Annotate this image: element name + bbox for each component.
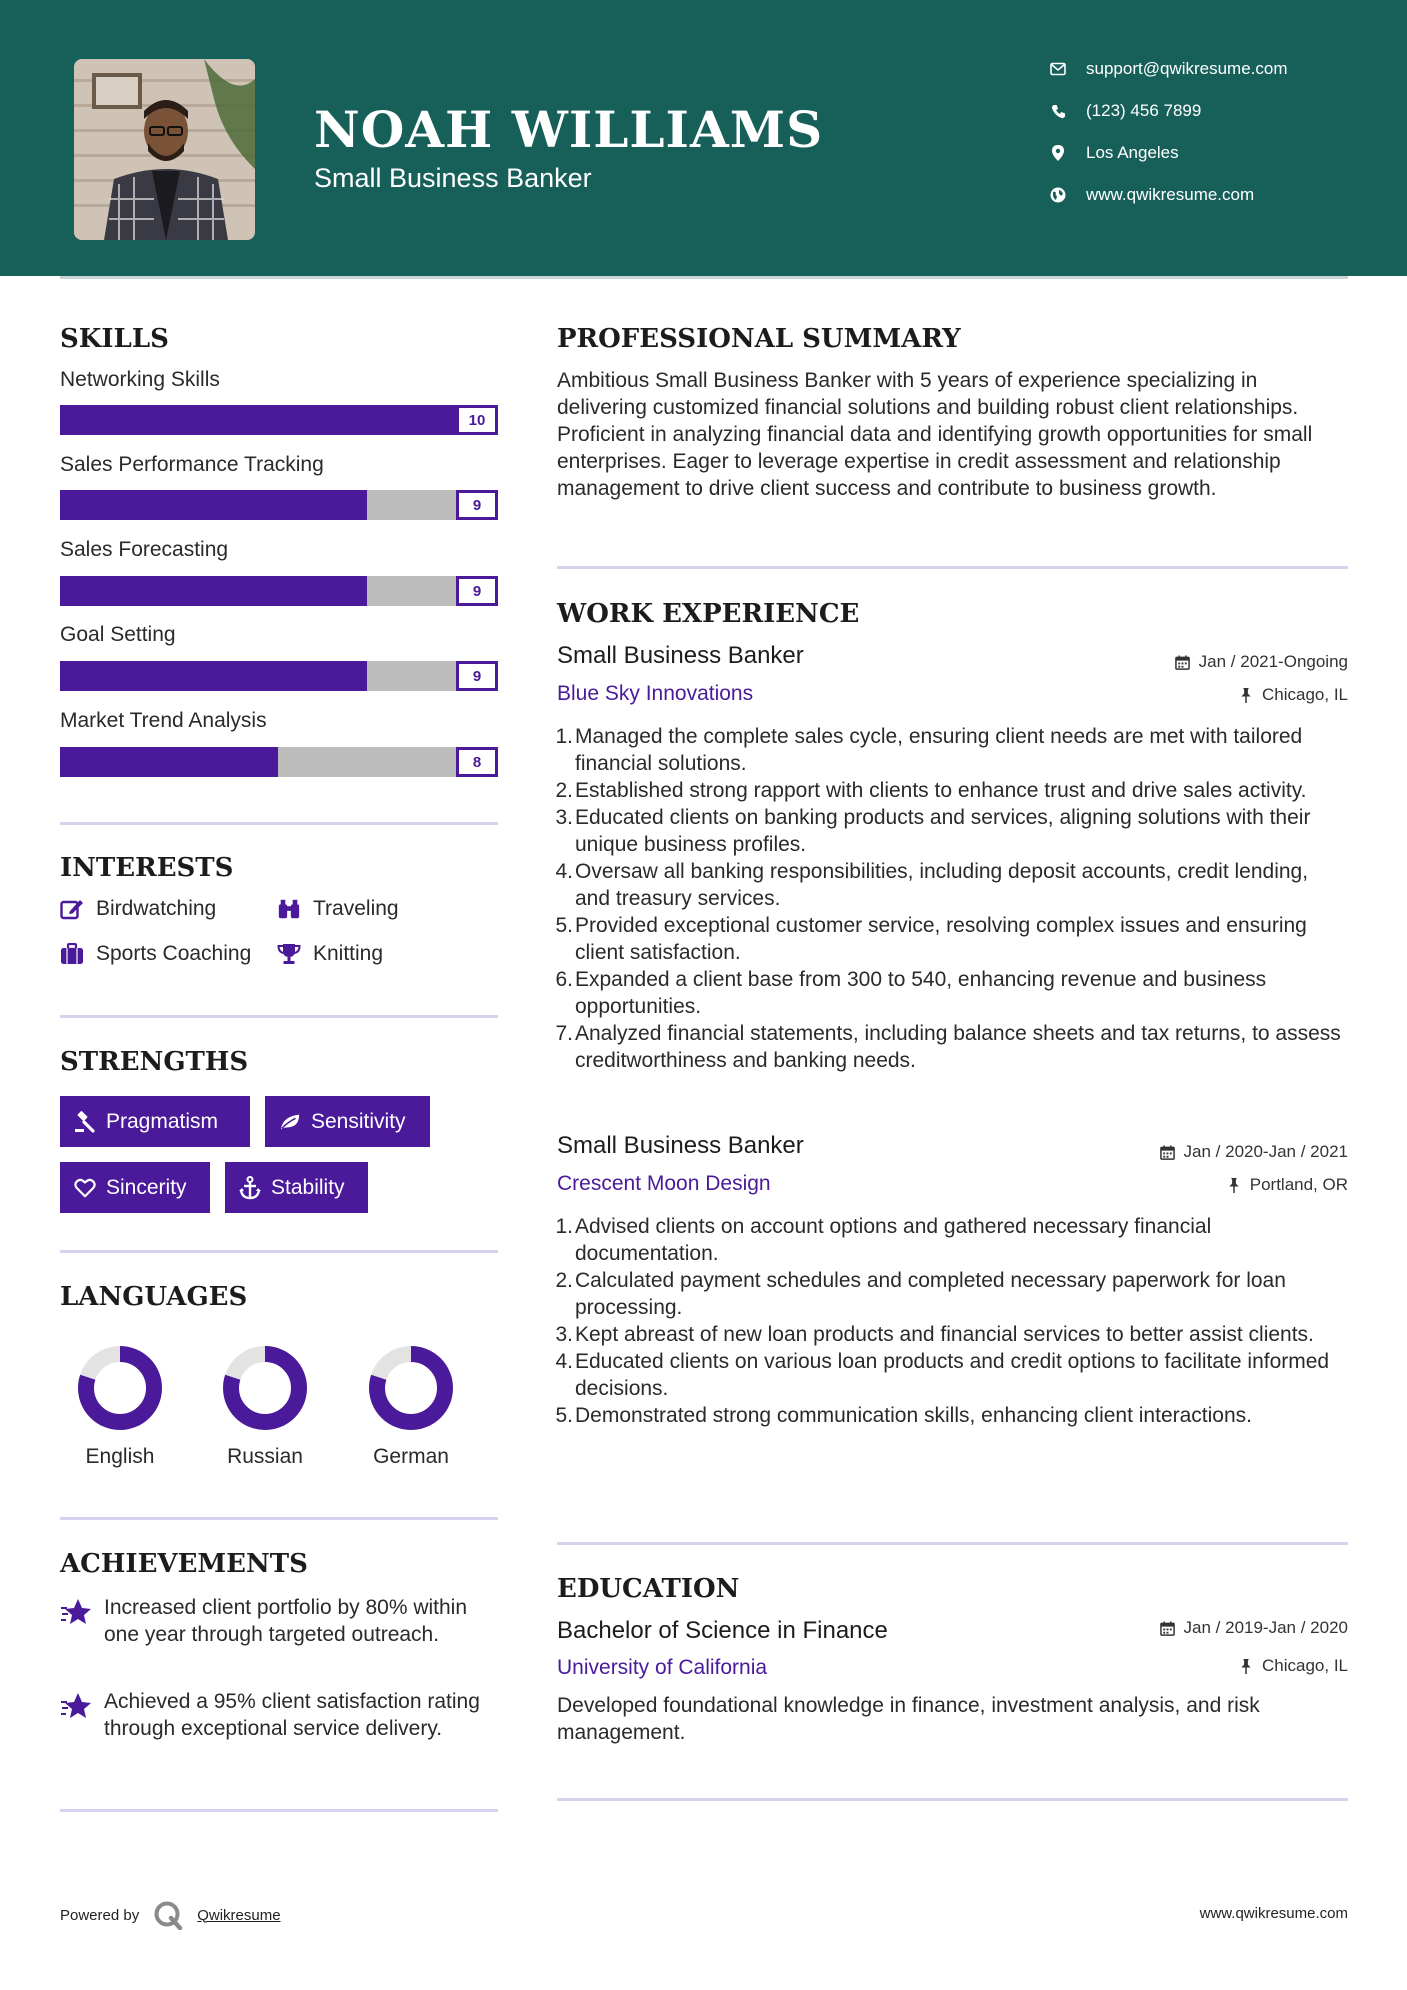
achievement-item [60, 1594, 500, 1648]
job-location-text: Chicago, IL [1262, 685, 1348, 704]
skill-bar [60, 661, 498, 691]
duty-item: 6. Expanded a client base from 300 to 540, enhancing revenue and business opportunities. [555, 968, 1267, 1018]
skill-bar-fill [60, 661, 367, 691]
calendar-icon [1160, 1620, 1176, 1636]
section-divider [557, 1542, 1348, 1545]
star-icon [60, 1596, 92, 1628]
duty-item: 1. Advised clients on account options and gathered necessary financial documentation. [555, 1215, 1212, 1265]
duty-item: 7. Analyzed financial statements, including balance sheets and tax returns, to assess creditworthiness and banking needs. [555, 1022, 1341, 1072]
contact-website[interactable] [1050, 183, 1254, 207]
skill-bar-fill [60, 405, 498, 435]
profile-photo [74, 59, 255, 240]
envelope-icon [1050, 61, 1066, 77]
skill-name: Networking Skills [60, 368, 220, 391]
skill-score: 9 [456, 576, 498, 606]
strength-badge [225, 1162, 368, 1213]
duty-text: Educated clients on various loan products and credit options to facilitate informed decisions. [575, 1350, 1330, 1400]
duty-text: Kept abreast of new loan products and financial services to better assist clients. [575, 1323, 1314, 1346]
heart-icon [74, 1177, 96, 1199]
candidate-name: NOAH WILLIAMS [314, 100, 824, 159]
interest-item [60, 942, 251, 966]
duty-text: Educated clients on banking products and services, aligning solutions with their unique business profiles. [575, 806, 1311, 856]
section-divider [60, 1809, 498, 1812]
contact-location [1050, 141, 1179, 165]
job-location [1238, 685, 1348, 705]
education-dates [1160, 1618, 1348, 1638]
language-item [210, 1343, 320, 1469]
interest-item [277, 942, 383, 966]
job-duties-list [555, 723, 1345, 1074]
interest-item [60, 897, 216, 921]
pushpin-icon [1238, 1658, 1254, 1674]
language-label: German [373, 1445, 449, 1468]
interests-heading: INTERESTS [60, 853, 234, 883]
job-location-text: Portland, OR [1249, 1175, 1348, 1194]
contact-website-text: www.qwikresume.com [1086, 185, 1255, 204]
education-location-text: Chicago, IL [1262, 1656, 1348, 1675]
calendar-icon [1175, 654, 1191, 670]
job-title: Small Business Banker [557, 1132, 804, 1159]
language-item [356, 1343, 466, 1469]
skill-score: 10 [456, 405, 498, 435]
strength-label: Sensitivity [311, 1109, 406, 1133]
degree-title: Bachelor of Science in Finance [557, 1617, 888, 1644]
header-divider [60, 276, 1348, 279]
achievement-item [60, 1688, 500, 1742]
duty-text: Expanded a client base from 300 to 540, enhancing revenue and business opportunities. [575, 968, 1267, 1018]
job-dates [1160, 1142, 1348, 1162]
section-divider [60, 822, 498, 825]
skill-name: Goal Setting [60, 623, 176, 646]
footer-powered-by [60, 1900, 281, 1930]
interest-item [277, 897, 399, 921]
education-dates-text: Jan / 2019-Jan / 2020 [1183, 1618, 1348, 1637]
section-divider [60, 1517, 498, 1520]
candidate-role: Small Business Banker [314, 163, 592, 193]
language-donut [366, 1343, 456, 1433]
skill-score: 9 [456, 490, 498, 520]
strength-label: Stability [271, 1175, 345, 1199]
contact-phone[interactable] [1050, 99, 1201, 123]
skill-name: Sales Forecasting [60, 538, 229, 561]
skill-bar [60, 405, 498, 435]
strength-badge [60, 1096, 250, 1147]
duty-item: 3. Kept abreast of new loan products and financial services to better assist clients. [555, 1323, 1314, 1346]
company-name: Blue Sky Innovations [557, 682, 754, 705]
pushpin-icon [1238, 687, 1254, 703]
strength-label: Sincerity [106, 1175, 187, 1199]
strength-badge [60, 1162, 210, 1213]
section-divider [557, 1798, 1348, 1801]
footer-website[interactable]: www.qwikresume.com [1199, 1905, 1348, 1922]
section-divider [60, 1250, 498, 1253]
qwikresume-link[interactable]: Qwikresume [197, 1906, 281, 1924]
duty-item: 4. Educated clients on various loan products and credit options to facilitate informed decisions. [555, 1350, 1330, 1400]
skills-heading: SKILLS [60, 324, 169, 354]
school-name: University of California [557, 1656, 768, 1679]
pushpin-icon [1226, 1177, 1242, 1193]
skill-bar-fill [60, 747, 278, 777]
skill-bar [60, 490, 498, 520]
qwikresume-logo-icon [153, 1900, 183, 1930]
duty-item: 5. Provided exceptional customer service, resolving complex issues and ensuring client satisfaction. [555, 914, 1307, 964]
gavel-icon [74, 1111, 96, 1133]
edit-icon [60, 897, 84, 921]
star-icon [60, 1690, 92, 1722]
strength-label: Pragmatism [106, 1109, 219, 1133]
interest-label: Sports Coaching [96, 942, 252, 965]
duty-text: Analyzed financial statements, including balance sheets and tax returns, to assess creditworthiness and banking needs. [575, 1022, 1341, 1072]
globe-icon [1050, 187, 1066, 203]
duty-item: 4. Oversaw all banking responsibilities, including deposit accounts, credit lending, and treasury services. [555, 860, 1309, 910]
strengths-heading: STRENGTHS [60, 1047, 249, 1077]
duty-text: Oversaw all banking responsibilities, including deposit accounts, credit lending, and treasury services. [575, 860, 1309, 910]
achievement-text: Achieved a 95% client satisfaction rating through exceptional service delivery. [104, 1690, 480, 1740]
job-dates [1175, 652, 1348, 672]
trophy-icon [277, 942, 301, 966]
duty-text: Calculated payment schedules and completed necessary paperwork for loan processing. [575, 1269, 1286, 1319]
powered-by-label: Powered by [60, 1906, 140, 1924]
job-dates-text: Jan / 2020-Jan / 2021 [1183, 1142, 1348, 1161]
job-duties-list [555, 1213, 1345, 1429]
anchor-icon [239, 1177, 261, 1199]
briefcase-icon [60, 942, 84, 966]
duty-text: Provided exceptional customer service, resolving complex issues and ensuring client satisfaction. [575, 914, 1307, 964]
job-dates-text: Jan / 2021-Ongoing [1198, 652, 1348, 671]
education-heading: EDUCATION [557, 1574, 740, 1604]
skill-bar [60, 747, 498, 777]
interest-label: Birdwatching [96, 897, 217, 920]
language-donut [220, 1343, 310, 1433]
duty-item: 2. Established strong rapport with clients to enhance trust and drive sales activity. [555, 779, 1307, 802]
interest-label: Knitting [313, 942, 384, 965]
education-description: Developed foundational knowledge in finance, investment analysis, and risk management. [557, 1694, 1260, 1744]
language-label: Russian [227, 1445, 303, 1468]
calendar-icon [1160, 1144, 1176, 1160]
contact-email[interactable] [1050, 57, 1288, 81]
section-divider [557, 566, 1348, 569]
achievements-heading: ACHIEVEMENTS [60, 1549, 308, 1579]
experience-heading: WORK EXPERIENCE [557, 599, 860, 629]
duty-item: 1. Managed the complete sales cycle, ensuring client needs are met with tailored financial solutions. [555, 725, 1303, 775]
interest-label: Traveling [313, 897, 399, 920]
resume-header [0, 0, 1407, 276]
skill-bar [60, 576, 498, 606]
skill-score: 9 [456, 661, 498, 691]
duty-item: 2. Calculated payment schedules and completed necessary paperwork for loan processing. [555, 1269, 1286, 1319]
duty-text: Demonstrated strong communication skills, enhancing client interactions. [575, 1404, 1252, 1427]
languages-heading: LANGUAGES [60, 1282, 248, 1312]
skill-bar-fill [60, 490, 367, 520]
job-title: Small Business Banker [557, 642, 804, 669]
company-name: Crescent Moon Design [557, 1172, 771, 1195]
duty-item: 3. Educated clients on banking products and services, aligning solutions with their unique business profiles. [555, 806, 1311, 856]
location-pin-icon [1050, 145, 1066, 161]
contact-phone-text: (123) 456 7899 [1086, 101, 1202, 120]
skill-bar-fill [60, 576, 367, 606]
duty-item: 5. Demonstrated strong communication skills, enhancing client interactions. [555, 1404, 1252, 1427]
skill-score: 8 [456, 747, 498, 777]
language-label: English [85, 1445, 155, 1468]
education-location [1238, 1656, 1348, 1676]
summary-text: Ambitious Small Business Banker with 5 years of experience specializing in delivering customized financial solutions and building robust client relationships. Proficient in analyzing financial data and identifying growth opportunities for small enterprises. Eager to leverage expertise in credit assessment and relationship management to drive client success and contribute to business growth. [557, 369, 1313, 500]
phone-icon [1050, 103, 1066, 119]
contact-location-text: Los Angeles [1086, 143, 1179, 162]
skill-name: Sales Performance Tracking [60, 453, 324, 476]
binoculars-icon [277, 897, 301, 921]
duty-text: Established strong rapport with clients to enhance trust and drive sales activity. [575, 779, 1307, 802]
contact-email-text: support@qwikresume.com [1086, 59, 1288, 78]
duty-text: Advised clients on account options and gathered necessary financial documentation. [575, 1215, 1212, 1265]
language-donut [75, 1343, 165, 1433]
section-divider [60, 1015, 498, 1018]
leaf-icon [279, 1111, 301, 1133]
summary-heading: PROFESSIONAL SUMMARY [557, 324, 961, 354]
strength-badge [265, 1096, 430, 1147]
skill-name: Market Trend Analysis [60, 709, 267, 732]
language-item [65, 1343, 175, 1469]
job-location [1226, 1175, 1348, 1195]
achievement-text: Increased client portfolio by 80% within one year through targeted outreach. [104, 1596, 468, 1646]
duty-text: Managed the complete sales cycle, ensuring client needs are met with tailored financial solutions. [575, 725, 1303, 775]
